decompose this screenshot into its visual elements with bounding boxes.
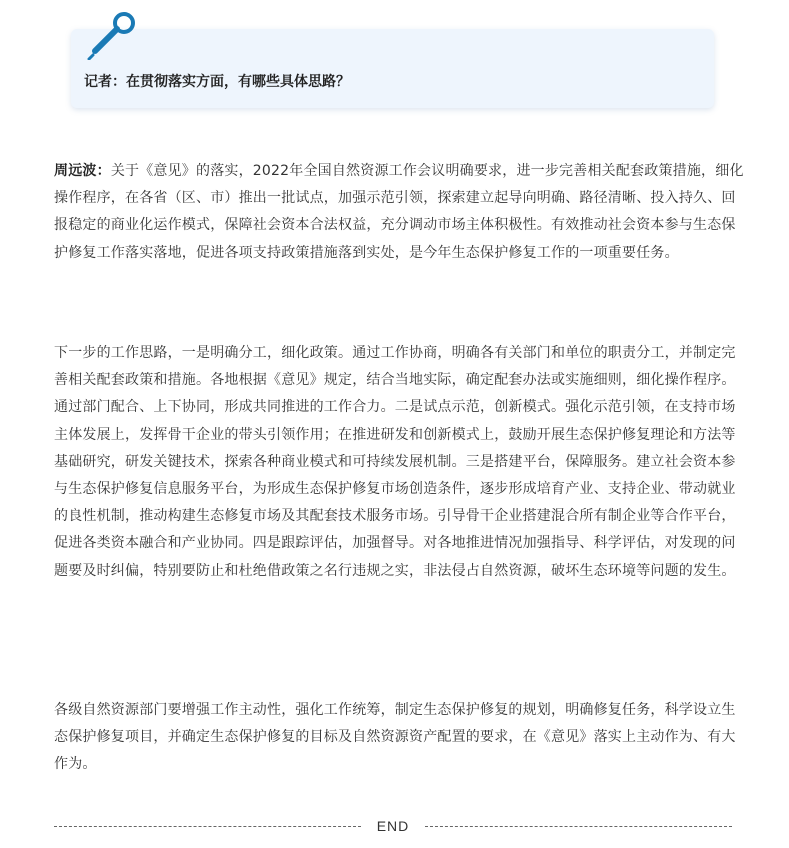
answer-speaker: 周远波： (54, 163, 111, 179)
divider-line-right (425, 826, 732, 827)
answer-paragraph-1 (54, 158, 744, 267)
microphone-icon (86, 10, 138, 60)
answer-paragraph-3: 各级自然资源部门要增强工作主动性，强化工作统筹，制定生态保护修复的规划，明确修复任务，科学设立生态保护修复项目，并确定生态保护修复的目标及自然资源资产配置的要求，在《意见》落实上主动作为、有大作为。 (54, 702, 736, 773)
reporter-question: 记者：在贯彻落实方面，有哪些具体思路？ (84, 74, 350, 90)
answer-text-1: 关于《意见》的落实，2022年全国自然资源工作会议明确要求，进一步完善相关配套政策措施，细化操作程序，在各省（区、市）推出一批试点，加强示范引领，探索建立起导向明确、路径清晰、投入持久、回报稳定的商业化运作模式，保障社会资本合法权益，充分调动市场主体积极性。有效推动社会资本参与生态保护修复工作落实落地，促进各项支持政策措施落到实处，是今年生态保护修复工作的一项重要任务。 (54, 163, 744, 261)
answer-paragraph-2: 下一步的工作思路，一是明确分工，细化政策。通过工作协商，明确各有关部门和单位的职责分工，并制定完善相关配套政策和措施。各地根据《意见》规定，结合当地实际，确定配套办法或实施细则，细化操作程序。通过部门配合、上下协同，形成共同推进的工作合力。二是试点示范，创新模式。强化示范引领，在支持市场主体发展上，发挥骨干企业的带头引领作用；在推进研发和创新模式上，鼓励开展生态保护修复理论和方法等基础研究，研发关键技术，探索各种商业模式和可持续发展机制。三是搭建平台，保障服务。建立社会资本参与生态保护修复信息服务平台，为形成生态保护修复市场创造条件，逐步形成培育产业、支持企业、带动就业的良性机制，推动构建生态修复市场及其配套技术服务市场。引导骨干企业搭建混合所有制企业等合作平台，促进各类资本融合和产业协同。四是跟踪评估，加强督导。对各地推进情况加强指导、科学评估，对发现的问题要及时纠偏，特别要防止和杜绝借政策之名行违规之实，非法侵占自然资源，破坏生态环境等问题的发生。 (54, 345, 736, 579)
question-box (71, 29, 714, 108)
divider-line-left (54, 826, 361, 827)
end-divider (54, 815, 732, 837)
end-label: END (376, 818, 410, 834)
